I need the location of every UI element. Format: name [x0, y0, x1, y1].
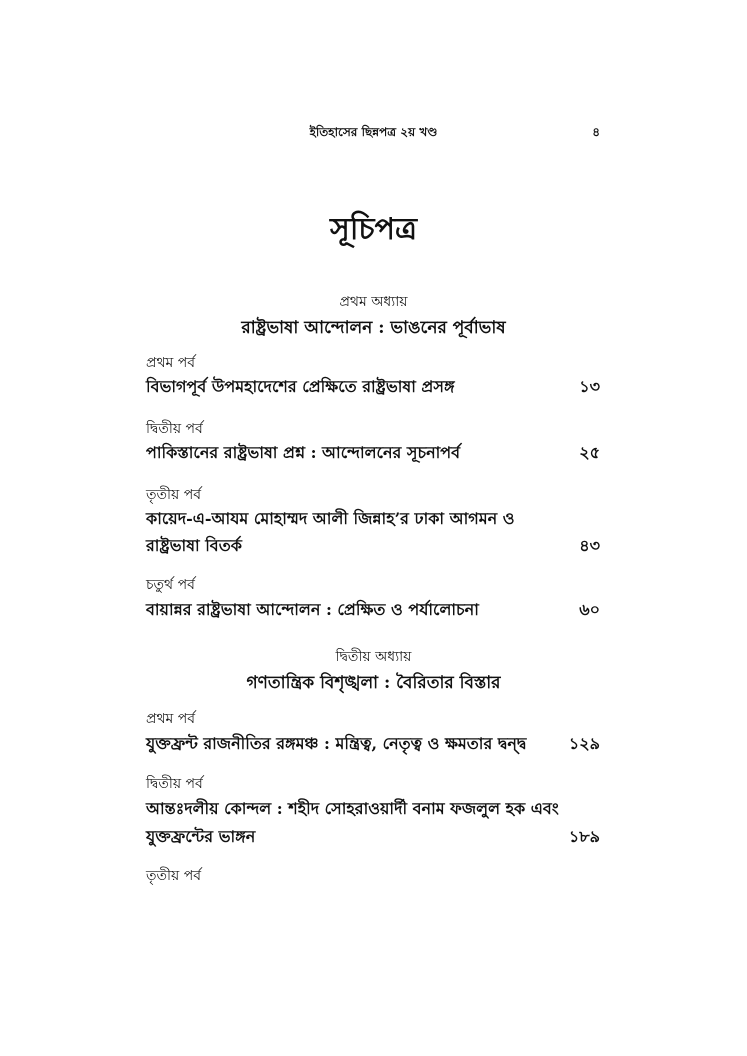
chapter-2-part-1-page: ১২৯ — [568, 734, 600, 753]
chapter-2-part-2-entry-line-1: আন্তঃদলীয় কোন্দল : শহীদ সোহরাওয়ার্দী বনাম ফজলুল হক এবং — [146, 799, 559, 818]
chapter-2-part-2-page: ১৮৯ — [568, 827, 600, 846]
chapter-2-title: গণতান্ত্রিক বিশৃঙ্খলা : বৈরিতার বিস্তার — [246, 673, 501, 693]
chapter-2-label: দ্বিতীয় অধ্যায় — [335, 649, 412, 665]
chapter-1-part-4-entry: বায়ান্নর রাষ্ট্রভাষা আন্দোলন : প্রেক্ষিত ও পর্যালোচনা — [146, 600, 479, 619]
chapter-2-part-3-label: তৃতীয় পর্ব — [146, 868, 202, 884]
chapter-2-part-2-entry-line-2: যুক্তফ্রন্টের ভাঙ্গন — [146, 827, 256, 846]
chapter-1-label: প্রথম অধ্যায় — [339, 294, 408, 310]
chapter-1-part-4-page: ৬০ — [579, 600, 600, 619]
chapter-1-part-4-label: চতুর্থ পর্ব — [146, 577, 195, 593]
chapter-1-part-3-entry-line-2: রাষ্ট্রভাষা বিতর্ক — [146, 536, 242, 555]
chapter-1-part-1-page: ১৩ — [579, 377, 600, 396]
chapter-1-part-2-label: দ্বিতীয় পর্ব — [146, 421, 203, 437]
chapter-2-part-1-entry: যুক্তফ্রন্ট রাজনীতির রঙ্গমঞ্চ : মন্ত্রিত্ব, নেতৃত্ব ও ক্ষমতার দ্বন্দ্ব — [146, 734, 527, 753]
chapter-1-title: রাষ্ট্রভাষা আন্দোলন : ভাঙনের পূর্বাভাষ — [241, 318, 506, 338]
chapter-1-part-3-page: ৪৩ — [579, 536, 600, 555]
chapter-1-part-1-entry: বিভাগপূর্ব উপমহাদেশের প্রেক্ষিতে রাষ্ট্রভাষা প্রসঙ্গ — [146, 377, 455, 396]
chapter-2-part-2-label: দ্বিতীয় পর্ব — [146, 776, 203, 792]
chapter-1-part-2-entry: পাকিস্তানের রাষ্ট্রভাষা প্রশ্ন : আন্দোলনের সূচনাপর্ব — [146, 443, 461, 462]
toc-title: সূচিপত্র — [330, 212, 417, 247]
running-header-title: ইতিহাসের ছিন্নপত্র ২য় খণ্ড — [309, 125, 438, 139]
page-number: ৪ — [592, 125, 600, 139]
chapter-1-part-3-entry-line-1: কায়েদ-এ-আযম মোহাম্মদ আলী জিন্নাহ’র ঢাকা আগমন ও — [146, 509, 515, 528]
chapter-1-part-2-page: ২৫ — [579, 443, 600, 462]
chapter-1-part-3-label: তৃতীয় পর্ব — [146, 487, 202, 503]
chapter-2-part-1-label: প্রথম পর্ব — [146, 711, 196, 727]
chapter-1-part-1-label: প্রথম পর্ব — [146, 355, 196, 371]
